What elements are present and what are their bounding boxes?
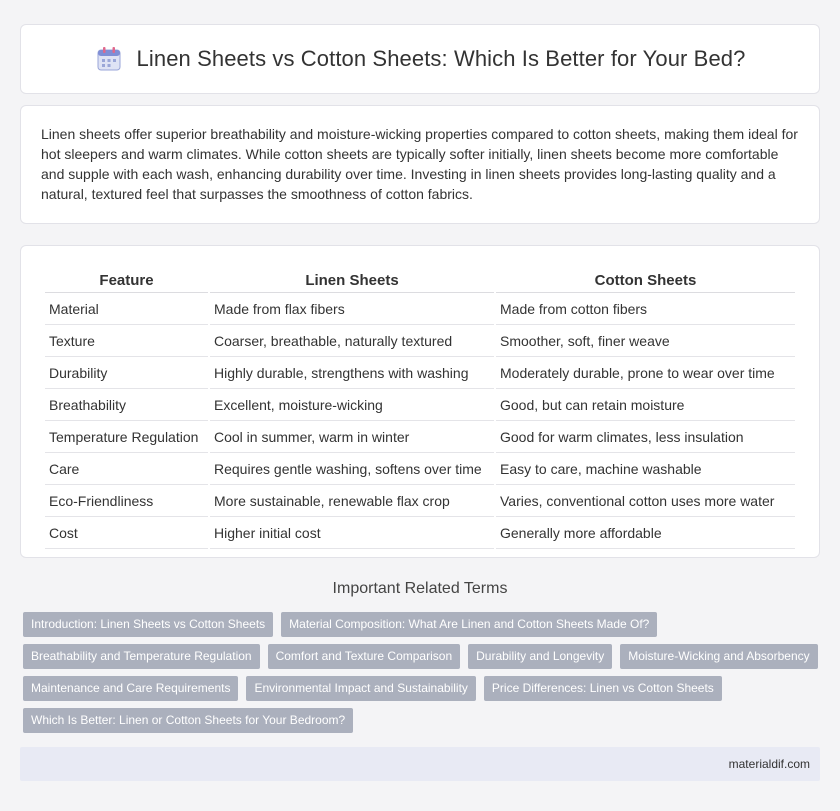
cotton-cell: Varies, conventional cotton uses more water <box>496 487 795 517</box>
related-term-tag[interactable]: Maintenance and Care Requirements <box>23 676 238 701</box>
table-row <box>45 487 795 517</box>
feature-cell: Durability <box>45 359 208 389</box>
cotton-cell: Made from cotton fibers <box>496 295 795 325</box>
page-title: Linen Sheets vs Cotton Sheets: Which Is Better for Your Bed? <box>136 46 746 71</box>
feature-cell: Material <box>45 295 208 325</box>
linen-cell: Made from flax fibers <box>210 295 494 325</box>
table-row <box>45 295 795 325</box>
cotton-cell: Good, but can retain moisture <box>496 391 795 421</box>
intro-paragraph: Linen sheets offer superior breathability and moisture-wicking properties compared to cotton sheets, making them ideal for hot sleepers and warm climates. While cotton sheets are typically softer initially, linen sheets become more comfortable and supple with each wash, enhancing durability over time. Investing in linen sheets provides long-lasting quality and a natural, textured feel that surpasses the smoothness of cotton fabrics. <box>41 126 798 202</box>
related-term-tag[interactable]: Breathability and Temperature Regulation <box>23 644 260 669</box>
table-row <box>45 391 795 421</box>
table-row <box>45 423 795 453</box>
header-cotton: Cotton Sheets <box>496 268 795 293</box>
footer <box>20 747 820 781</box>
linen-cell: Highly durable, strengthens with washing <box>210 359 494 389</box>
cotton-cell: Easy to care, machine washable <box>496 455 795 485</box>
related-term-tag[interactable]: Environmental Impact and Sustainability <box>246 676 475 701</box>
related-term-tag[interactable]: Durability and Longevity <box>468 644 612 669</box>
related-term-tag[interactable]: Which Is Better: Linen or Cotton Sheets for Your Bedroom? <box>23 708 353 733</box>
related-terms-title: Important Related Terms <box>332 580 508 597</box>
cotton-cell: Good for warm climates, less insulation <box>496 423 795 453</box>
feature-cell: Care <box>45 455 208 485</box>
related-terms-tags <box>23 612 823 740</box>
footer-site-link[interactable]: materialdif.com <box>728 757 810 771</box>
linen-cell: More sustainable, renewable flax crop <box>210 487 494 517</box>
feature-cell: Breathability <box>45 391 208 421</box>
linen-cell: Cool in summer, warm in winter <box>210 423 494 453</box>
tag-row <box>23 708 823 733</box>
related-term-tag[interactable]: Price Differences: Linen vs Cotton Sheets <box>484 676 722 701</box>
table-row <box>45 327 795 357</box>
table-row <box>45 455 795 485</box>
feature-cell: Eco-Friendliness <box>45 487 208 517</box>
comparison-table-card <box>20 245 820 558</box>
header-linen: Linen Sheets <box>210 268 494 293</box>
header-card <box>20 24 820 94</box>
linen-cell: Higher initial cost <box>210 519 494 549</box>
table-row <box>45 519 795 549</box>
tag-row <box>23 612 823 637</box>
table-header-row <box>45 268 795 293</box>
linen-cell: Coarser, breathable, naturally textured <box>210 327 494 357</box>
related-term-tag[interactable]: Material Composition: What Are Linen and Cotton Sheets Made Of? <box>281 612 657 637</box>
tag-row <box>23 644 823 669</box>
cotton-cell: Generally more affordable <box>496 519 795 549</box>
feature-cell: Temperature Regulation <box>45 423 208 453</box>
related-term-tag[interactable]: Comfort and Texture Comparison <box>268 644 461 669</box>
cotton-cell: Smoother, soft, finer weave <box>496 327 795 357</box>
related-term-tag[interactable]: Moisture-Wicking and Absorbency <box>620 644 817 669</box>
comparison-table <box>43 266 797 551</box>
related-term-tag[interactable]: Introduction: Linen Sheets vs Cotton Sheets <box>23 612 273 637</box>
linen-cell: Excellent, moisture-wicking <box>210 391 494 421</box>
feature-cell: Cost <box>45 519 208 549</box>
header-feature: Feature <box>45 268 208 293</box>
calendar-icon <box>95 45 123 73</box>
cotton-cell: Moderately durable, prone to wear over time <box>496 359 795 389</box>
linen-cell: Requires gentle washing, softens over time <box>210 455 494 485</box>
feature-cell: Texture <box>45 327 208 357</box>
tag-row <box>23 676 823 701</box>
intro-card <box>20 105 820 224</box>
title-row <box>95 45 746 73</box>
table-row <box>45 359 795 389</box>
